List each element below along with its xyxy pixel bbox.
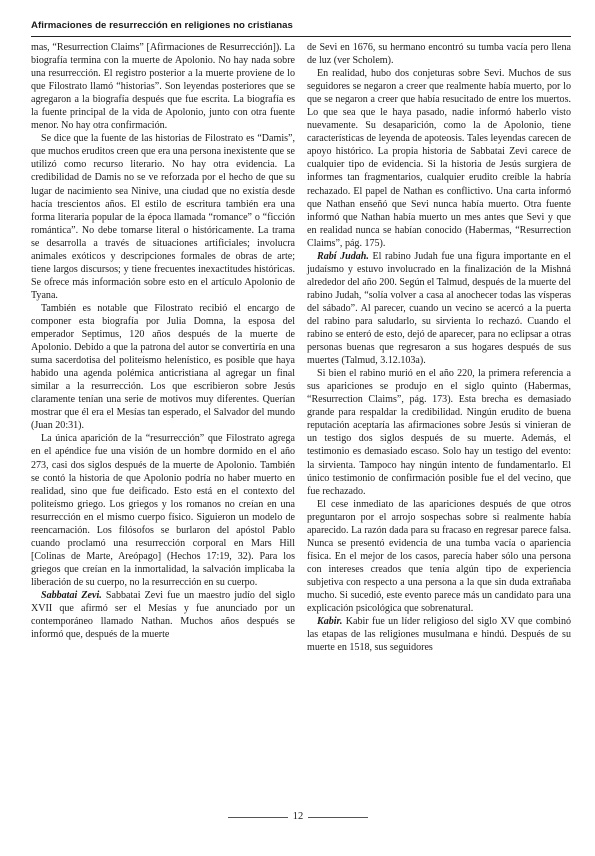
paragraph-text: El cese inmediato de las apariciones después de que otros preguntaron por el arrojo sospechas sobre si realmente había aparecido. La razón dada para su fracaso en regresar parece falsa. Nunca se presentó evidencia de una tumba vacía o apariencia física. En el mejor de los casos, parecía haber sólo una persona con intereses creados que tenía algún tipo de experiencia subjetiva con respecto a una persona a la que sin duda extrañaba mucho. Si sucedió, este evento parece más un candidato para una explicación psicológica que sobrenatural.	[307, 498, 571, 615]
paragraph	[307, 615, 571, 654]
paragraph	[31, 41, 295, 132]
section-lead: Rabí Judah.	[317, 250, 369, 262]
section-lead: Sabbatai Zevi.	[41, 589, 102, 601]
paragraph-text: También es notable que Filostrato recibió el encargo de componer esta biografía por Julia Domna, la esposa del emperador Septimus, 120 años después de la muerte de Apolonio. Debido a que la patrona del autor se convertiría en una suma sacerdotisa del politeísmo helenístico, es posible que haya habido una agenda polémica anticristiana al agregar un final similar a la resurrección. Los que escribieron sobre Jesús claramente tenían una serie de motivos muy diferentes. Querían mostrar que él era el Mesías tan esperado, el Salvador del mundo (Juan 20:31).	[31, 302, 295, 432]
paragraph-text: Kabir fue un líder religioso del siglo XV que combinó las etapas de las religiones musulmana e hindú. Después de su muerte en 1518, sus seguidores	[307, 616, 571, 654]
right-column	[307, 41, 571, 654]
paragraph	[307, 41, 571, 67]
paragraph-text: de Sevi en 1676, su hermano encontró su tumba vacía pero llena de luz (ver Scholem).	[307, 42, 571, 67]
paragraph	[31, 432, 295, 589]
left-column	[31, 41, 295, 641]
paragraph	[307, 67, 571, 250]
paragraph-text: Sabbatai Zevi fue un maestro judío del siglo XVII que afirmó ser el Mesías y fue anunciado por un contemporáneo llamado Nathan. Muchos años después se informó que, después de la muerte	[31, 589, 295, 641]
paragraph-text: mas, “Resurrection Claims” [Afirmaciones de Resurrección]). La biografía termina con la muerte de Apolonio. No hay nada sobre una resurrección. El registro posterior a la muerte proviene de lo que Filostrato llamó “historias”. Son leyendas posteriores que se agregaron a la biografía después que fue escrita. La biografía es la fuente principal de la vida de Apolonio, junto con otra fuente menor. No hay otra confirmación.	[31, 42, 295, 132]
header-rule	[31, 36, 571, 37]
paragraph-text: En realidad, hubo dos conjeturas sobre Sevi. Muchos de sus seguidores se negaron a creer que realmente había muerto, por lo que se negaron a creer que había resucitado de entre los muertos. Lo que sea que le haya pasado, nadie informó haberlo visto nuevamente. Su desaparición, como la de Apolonio, tiene características de leyenda de apoteosis. Tales leyendas carecen de apoyo histórico. La propia historia de Sabbatai Zevi carece de cualquier tipo de evidencia. Si la historia de Jesús surgiera de informes tan fragmentarios, cualquier erudito creíble la habría rechazado. El papel de Nathan es conflictivo. Una carta informó que Nathan enseñó que Sevi nunca había muerto. Otra fuente informó que Nathan había muerto un mes antes que Sevi y que en realidad nunca se habían conocido (Habermas, “Resurrection Claims”, pág. 175).	[307, 68, 571, 249]
page-number: 12	[292, 811, 304, 822]
paragraph	[307, 250, 571, 367]
running-head: Afirmaciones de resurrección en religiones no cristianas	[31, 20, 293, 31]
footer-rule-right	[308, 817, 368, 818]
paragraph	[307, 367, 571, 497]
paragraph-text: Si bien el rabino murió en el año 220, la primera referencia a sus apariciones se produjo en el siglo quinto (Habermas, “Resurrection Claims”, pág. 173). Esta brecha es demasiado grande para respaldar la credibilidad. Ningún erudito de buena reputación aceptaría las afirmaciones sobre Jesús si vinieran de un testigo dos siglos después de su muerte. Además, el testimonio es demasiado escaso. Solo hay un testigo del evento: la sirvienta. Tampoco hay ningún intento de fundamentarlo. El único testimonio de confirmación posible fue el del vecino, que fue rechazado.	[307, 368, 571, 497]
paragraph	[307, 498, 571, 615]
paragraph	[31, 132, 295, 302]
footer-rule-left	[228, 817, 288, 818]
section-lead: Kabir.	[317, 616, 343, 628]
page-footer	[0, 810, 595, 824]
paragraph-text: La única aparición de la “resurrección” que Filostrato agrega en el apéndice fue una visión de un hombre dormido en el año 273, casi dos siglos después de la muerte de Apolonio. También se contó la historia de que Apolonio podría no haber muerto en realidad, sino que fue deificado. Esto está en el contexto del politeísmo griego. Los griegos y los romanos no creían en una resurrección en el mismo cuerpo físico. Siguieron un modelo de reencarnación. Los filósofos se burlaron del apóstol Pablo cuando proclamó una resurrección corporal en Mars Hill [Colinas de Marte, Areópago] (Hechos 17:19, 32). Para los griegos que creían en la inmortalidad, la salvación implicaba la liberación de su cuerpo, no la resurrección en su cuerpo.	[31, 433, 295, 588]
paragraph-text: Se dice que la fuente de las historias de Filostrato es “Damis”, que muchos eruditos creen que era una persona inexistente que se utilizó como recurso literario. No hay otra evidencia. La credibilidad de Damis no se ve reforzada por el hecho de que su lugar de nacimiento sea Ninive, una ciudad que no existía desde hacía trescientos años. El estilo de escritura también era una forma literaria popular de la época llamada “romance” o “ficción romántica”. No debe tomarse literal o históricamente. La trama se desarrolla a través de situaciones artificiales; involucra animales exóticos y descripciones formales de obras de arte; tiene largos discursos; y tiene frecuentes inexactitudes históricas. Se ofrece más información sobre esto en el artículo Apolonio de Tyana.	[31, 133, 295, 301]
paragraph	[31, 302, 295, 432]
paragraph-text: El rabino Judah fue una figura importante en el judaísmo y estuvo involucrado en la finalización de la Mishná alrededor del año 200. Según el Talmud, después de la muerte del rabino Judah, “solía volver a casa al anochecer todas las vísperas del sábado”. Al parecer, cuando un vecino se acercó a la puerta del rabino para saludarlo, su sirvienta lo rechazó. Cuando el rabino se enteró de esto, dejó de aparecer, para no eclipsar a otras personas buenas que regresaron a sus hogares después de sus muertes (Talmud, 3.12.103a).	[307, 250, 571, 367]
paragraph	[31, 589, 295, 641]
